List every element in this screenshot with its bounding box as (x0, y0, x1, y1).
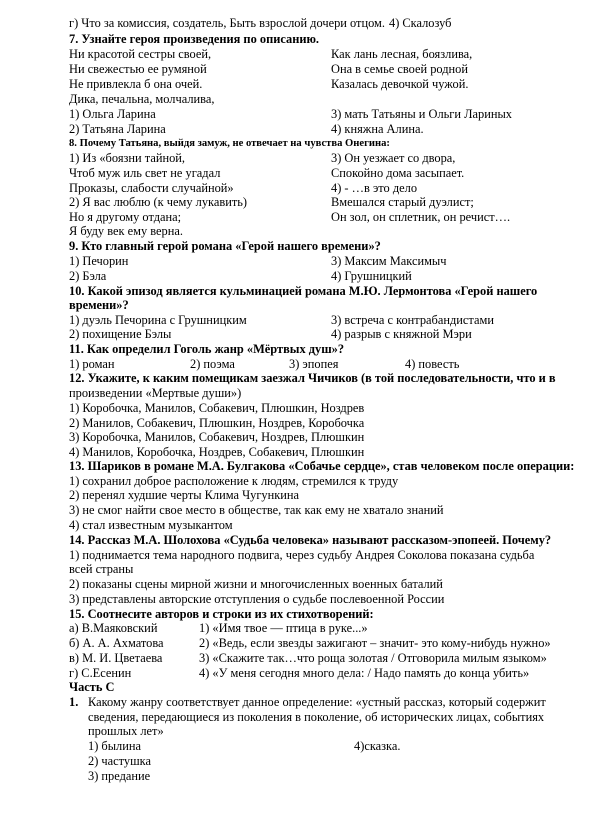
text-line: 1) Коробочка, Манилов, Собакевич, Плюшкин, Ноздрев (69, 401, 365, 415)
text-line: 3) мать Татьяны и Ольги Лариных (331, 107, 512, 121)
text-line: 3) эпопея (289, 357, 339, 371)
text-line: 13. Шариков в романе М.А. Булгакова «Собачье сердце», став человеком после операции: (69, 459, 575, 473)
text-line: 2) поэма (190, 357, 235, 371)
text-line: Ни свежестью ее румяной (69, 62, 207, 76)
text-line: г) Что за комиссия, создатель, Быть взрослой дочери отцом. (69, 16, 385, 30)
text-line: г) С.Есенин (69, 666, 132, 680)
text-line: 3) не смог найти свое место в обществе, так как ему не хватало знаний (69, 503, 444, 517)
text-line: 1) Ольга Ларина (69, 107, 156, 121)
text-line: 10. Какой эпизод является кульминацией романа М.Ю. Лермонтова «Герой нашего (69, 284, 538, 298)
text-line: Он зол, он сплетник, он речист…. (331, 210, 511, 224)
text-line: 2) «Ведь, если звезды зажигают – значит- это кому-нибудь нужно» (199, 636, 551, 650)
text-line: всей страны (69, 562, 134, 576)
text-line: Вмешался старый дуэлист; (331, 195, 474, 209)
text-line: 4) Грушницкий (331, 269, 412, 283)
text-line: Чтоб муж иль свет не угадал (69, 166, 221, 180)
text-line: 4) княжна Алина. (331, 122, 424, 136)
text-line: Не привлекла б она очей. (69, 77, 203, 91)
text-line: 4) стал известным музыкантом (69, 518, 233, 532)
text-line: 3) представлены авторские отступления о судьбе послевоенной России (69, 592, 445, 606)
text-line: 9. Кто главный герой романа «Герой нашего времени»? (69, 239, 381, 253)
text-line: 4) Скалозуб (389, 16, 452, 30)
text-line: 2) Манилов, Собакевич, Плюшкин, Ноздрев, Коробочка (69, 416, 365, 430)
text-line: 2) похищение Бэлы (69, 327, 172, 341)
text-line: 14. Рассказ М.А. Шолохова «Судьба человека» называют рассказом-эпопеей. Почему? (69, 533, 552, 547)
text-line: 3) «Скажите так…что роща золотая / Отговорила милым языком» (199, 651, 547, 665)
text-line: Часть С (69, 680, 115, 694)
text-line: 3) предание (88, 769, 151, 783)
text-line: в) М. И. Цветаева (69, 651, 163, 665)
text-line: Казалась девочкой чужой. (331, 77, 469, 91)
text-line: 2) показаны сцены мирной жизни и многочисленных военных баталий (69, 577, 443, 591)
text-line: 3) встреча с контрабандистами (331, 313, 494, 327)
text-line: 1. (69, 695, 79, 709)
text-line: произведении «Мертвые души») (69, 386, 242, 400)
text-line: 12. Укажите, к каким помещикам заезжал Чичиков (в той последовательности, что и в (69, 371, 556, 385)
text-line: 4) Манилов, Коробочка, Ноздрев, Собакевич, Плюшкин (69, 445, 365, 459)
text-line: 4) «У меня сегодня много дела: / Надо память до конца убить» (199, 666, 530, 680)
text-line: 15. Соотнесите авторов и строки из их стихотворений: (69, 607, 374, 621)
text-line: 1) поднимается тема народного подвига, через судьбу Андрея Соколова показана судьба (69, 548, 535, 562)
text-line: 8. Почему Татьяна, выйдя замуж, не отвечает на чувства Онегина: (69, 138, 390, 149)
text-line: 3) Коробочка, Манилов, Собакевич, Ноздрев, Плюшкин (69, 430, 365, 444)
text-line: 1) былина (88, 739, 141, 753)
text-line: 1) Из «боязни тайной, (69, 151, 186, 165)
text-line: б) А. А. Ахматова (69, 636, 164, 650)
text-line: прошлых лет» (88, 724, 164, 738)
text-line: Я буду век ему верна. (69, 224, 183, 238)
text-line: 1) сохранил доброе расположение к людям, стремился к труду (69, 474, 399, 488)
text-line: сведения, передающиеся из поколения в поколение, об исторических лицах, событиях (88, 710, 545, 724)
text-line: 11. Как определил Гоголь жанр «Мёртвых душ»? (69, 342, 345, 356)
text-line: 1) «Имя твое — птица в руке...» (199, 621, 368, 635)
text-line: 2) Татьяна Ларина (69, 122, 166, 136)
text-line: времени»? (69, 298, 129, 312)
text-line: 2) Я вас люблю (к чему лукавить) (69, 195, 248, 209)
text-line: Спокойно дома засыпает. (331, 166, 465, 180)
text-line: 7. Узнайте героя произведения по описанию. (69, 32, 320, 46)
text-line: 1) роман (69, 357, 115, 371)
text-line: 2) перенял худшие черты Клима Чугункина (69, 488, 300, 502)
text-line: 3) Он уезжает со двора, (331, 151, 456, 165)
text-line: 2) частушка (88, 754, 151, 768)
text-line: 4)сказка. (354, 739, 401, 753)
text-line: 1) дуэль Печорина с Грушницким (69, 313, 247, 327)
text-line: 2) Бэла (69, 269, 107, 283)
text-line: Но я другому отдана; (69, 210, 182, 224)
text-line: а) В.Маяковский (69, 621, 158, 635)
text-line: 4) разрыв с княжной Мэри (331, 327, 472, 341)
text-line: 4) повесть (405, 357, 460, 371)
text-line: 4) - …в это дело (331, 181, 418, 195)
text-line: 1) Печорин (69, 254, 129, 268)
text-line: Дика, печальна, молчалива, (69, 92, 215, 106)
text-line: 3) Максим Максимыч (331, 254, 447, 268)
text-line: Какому жанру соответствует данное определение: «устный рассказ, который содержит (88, 695, 546, 709)
text-line: Ни красотой сестры своей, (69, 47, 212, 61)
text-line: Проказы, слабости случайной» (69, 181, 234, 195)
text-line: Как лань лесная, боязлива, (331, 47, 473, 61)
text-line: Она в семье своей родной (331, 62, 468, 76)
